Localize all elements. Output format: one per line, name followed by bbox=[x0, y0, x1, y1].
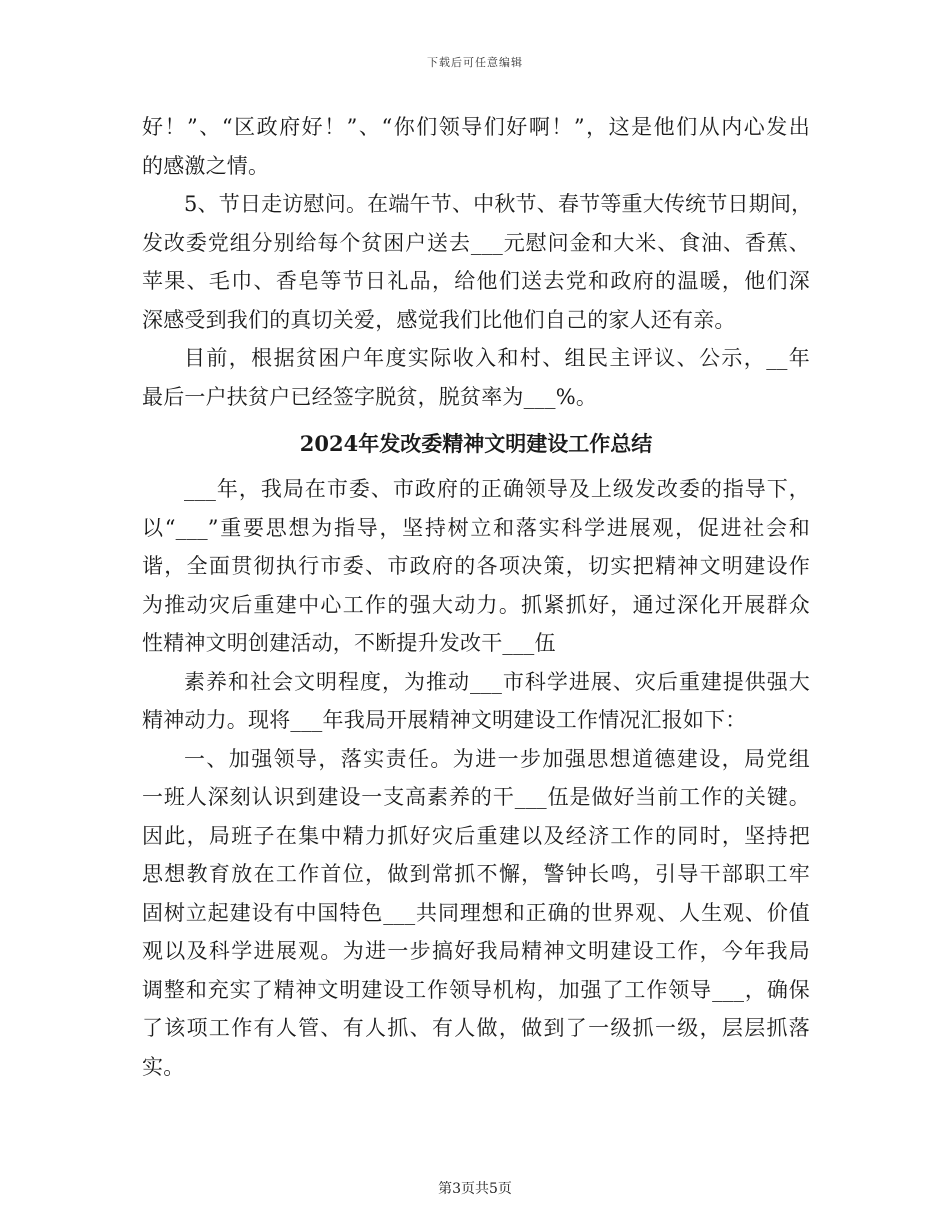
text-line: 一班人深刻认识到建设一支高素养的干___伍是做好当前工作的关键。 bbox=[142, 785, 810, 809]
text-line: 因此，局班子在集中精力抓好灾后重建以及经济工作的同时，坚持把 bbox=[142, 823, 810, 848]
text-line: 最后一户扶贫户已经签字脱贫，脱贫率为___%。 bbox=[142, 384, 598, 409]
text-line: 的感激之情。 bbox=[142, 153, 270, 178]
paragraph bbox=[142, 339, 810, 416]
text-line: 深感受到我们的真切关爱，感觉我们比他们自己的家人还有亲。 bbox=[142, 307, 736, 332]
paragraph bbox=[142, 470, 810, 663]
text-line: 为推动灾后重建中心工作的强大动力。抓紧抓好，通过深化开展群众 bbox=[142, 592, 810, 617]
text-line: 5、节日走访慰问。在端午节、中秋节、春节等重大传统节日期间， bbox=[184, 192, 813, 216]
text-line: 固树立起建设有中国特色___共同理想和正确的世界观、人生观、价值 bbox=[142, 900, 810, 925]
text-line: 了该项工作有人管、有人抓、有人做，做到了一级抓一级，层层抓落 bbox=[142, 1016, 810, 1040]
text-line: 精神动力。现将___年我局开展精神文明建设工作情况汇报如下： bbox=[142, 708, 747, 732]
text-line: 苹果、毛巾、香皂等节日礼品，给他们送去党和政府的温暖，他们深 bbox=[142, 269, 810, 293]
text-line: 谐，全面贯彻执行市委、市政府的各项决策，切实把精神文明建设作 bbox=[142, 554, 810, 578]
paragraph bbox=[142, 663, 810, 740]
text-line: ___年，我局在市委、市政府的正确领导及上级发改委的指导下， bbox=[184, 477, 810, 501]
text-line: 素养和社会文明程度，为推动___市科学进展、灾后重建提供强大 bbox=[184, 669, 810, 694]
text-line: 一、加强领导，落实责任。为进一步加强思想道德建设，局党组 bbox=[184, 746, 810, 771]
section-title: 2024年发改委精神文明建设工作总结 bbox=[299, 431, 653, 456]
text-line: 性精神文明创建活动，不断提升发改干___伍 bbox=[142, 631, 556, 655]
paragraph bbox=[142, 108, 810, 185]
paragraph bbox=[142, 740, 810, 1087]
paragraph bbox=[142, 185, 813, 339]
page-header-note: 下载后可任意编辑 bbox=[427, 56, 523, 69]
text-line: 目前，根据贫困户年度实际收入和村、组民主评议、公示，__年 bbox=[184, 346, 810, 370]
text-line: 思想教育放在工作首位，做到常抓不懈，警钟长鸣，引导干部职工牢 bbox=[142, 862, 810, 886]
page-number: 第3页共5页 bbox=[438, 1181, 512, 1197]
text-line: 观以及科学进展观。为进一步搞好我局精神文明建设工作，今年我局 bbox=[142, 939, 810, 963]
document-body bbox=[142, 108, 813, 1086]
text-line: 以“___”重要思想为指导，坚持树立和落实科学进展观，促进社会和 bbox=[142, 515, 810, 540]
text-line: 好！”、“区政府好！”、“你们领导们好啊！”，这是他们从内心发出 bbox=[142, 115, 810, 139]
text-line: 调整和充实了精神文明建设工作领导机构，加强了工作领导___，确保 bbox=[142, 977, 810, 1002]
text-line: 实。 bbox=[142, 1054, 185, 1079]
text-line: 发改委党组分别给每个贫困户送去___元慰问金和大米、食油、香蕉、 bbox=[142, 230, 810, 255]
